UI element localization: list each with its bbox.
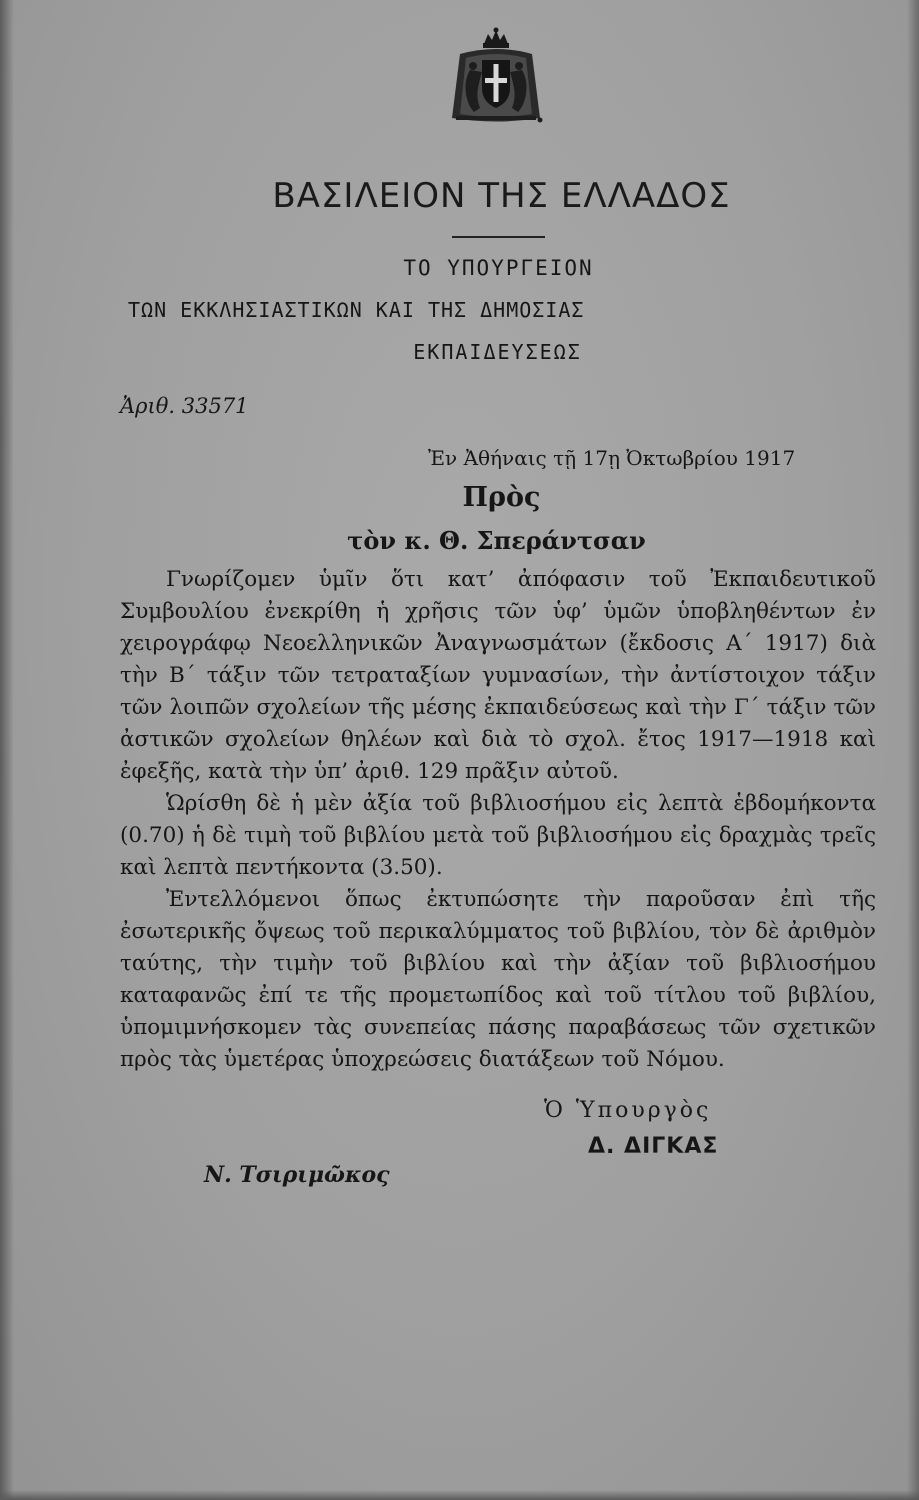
reference-number: Ἀριθ. 33571 <box>120 394 249 418</box>
page-edge-shadow-left <box>0 0 14 1500</box>
letter-body <box>120 564 876 1076</box>
ministry-line-2: ΤΩΝ ΕΚΚΛΗΣΙΑΣΤΙΚΩΝ ΚΑΙ ΤΗΣ ΔΗΜΟΣΙΑΣ <box>128 298 585 322</box>
kingdom-heading: ΒΑΣΙΛΕΙΟΝ ΤΗΣ ΕΛΛΑΔΟΣ <box>272 176 731 216</box>
countersignature: Ν. Τσιριμῶκος <box>204 1162 390 1188</box>
signature-title: Ὁ Ὑπουργὸς <box>544 1098 712 1123</box>
addressee: τὸν κ. Θ. Σπεράντσαν <box>347 526 646 555</box>
paragraph: Ἐντελλόμενοι ὅπως ἐκτυπώσητε τὴν παροῦσαν ἐπὶ τῆς ἐσωτερικῆς ὄψεως τοῦ περικαλύμματος τοῦ βιβλίου, τὸν δὲ ἀριθμὸν ταύτης, τὴν τιμὴν τοῦ βιβλίου καὶ τὴν ἀξίαν τοῦ βιβλιοσήμου καταφανῶς ἐπί τε τῆς προμετωπίδος καὶ τοῦ τίτλου τοῦ βιβλίου, ὑπομιμνήσκομεν τὰς συνεπείας πάσης παραβάσεως τῶν σχετικῶν πρὸς τὰς ὑμετέρας ὑποχρεώσεις διατάξεων τοῦ Νόμου. <box>120 887 876 1072</box>
paragraph: Ὡρίσθη δὲ ἡ μὲν ἀξία τοῦ βιβλιοσήμου εἰς λεπτὰ ἑβδομήκοντα (0.70) ἡ δὲ τιμὴ τοῦ βιβλίου μετὰ τοῦ βιβλιοσήμου εἰς δραχμὰς τρεῖς καὶ λεπτὰ πεντήκοντα (3.50). <box>120 791 876 880</box>
page-edge-shadow-right <box>907 0 919 1500</box>
ministry-line-3: ΕΚΠΑΙΔΕΥΣΕΩΣ <box>413 340 582 364</box>
salutation: Πρὸς <box>462 482 541 513</box>
signature-name: Δ. ΔΙΓΚΑΣ <box>588 1134 719 1159</box>
date-line: Ἐν Ἀθήναις τῇ 17ῃ Ὀκτωβρίου 1917 <box>428 446 796 470</box>
paragraph: Γνωρίζομεν ὑμῖν ὅτι κατ’ ἀπόφασιν τοῦ Ἐκπαιδευτικοῦ Συμβουλίου ἐνεκρίθη ἡ χρῆσις τῶν ὑφ’ ὑμῶν ὑποβληθέντων ἐν χειρογράφῳ Νεοελληνικῶν Ἀναγνωσμάτων (ἔκδοσις Α΄ 1917) διὰ τὴν Β΄ τάξιν τῶν τετραταξίων γυμνασίων, τὴν ἀντίστοιχον τάξιν τῶν λοιπῶν σχολείων τῆς μέσης ἐκπαιδεύσεως καὶ τὴν Γ΄ τάξιν τῶν ἀστικῶν σχολείων θηλέων καὶ διὰ τὸ σχολ. ἔτος 1917—1918 καὶ ἐφεξῆς, κατὰ τὴν ὑπ’ ἀριθ. 129 πρᾶξιν αὐτοῦ. <box>120 567 876 784</box>
heading-divider <box>452 236 545 238</box>
page-edge-shadow-bottom <box>0 1490 919 1500</box>
royal-coat-of-arms-icon <box>446 26 546 126</box>
ministry-line-1: ΤΟ ΥΠΟΥΡΓΕΙΟΝ <box>403 256 594 280</box>
